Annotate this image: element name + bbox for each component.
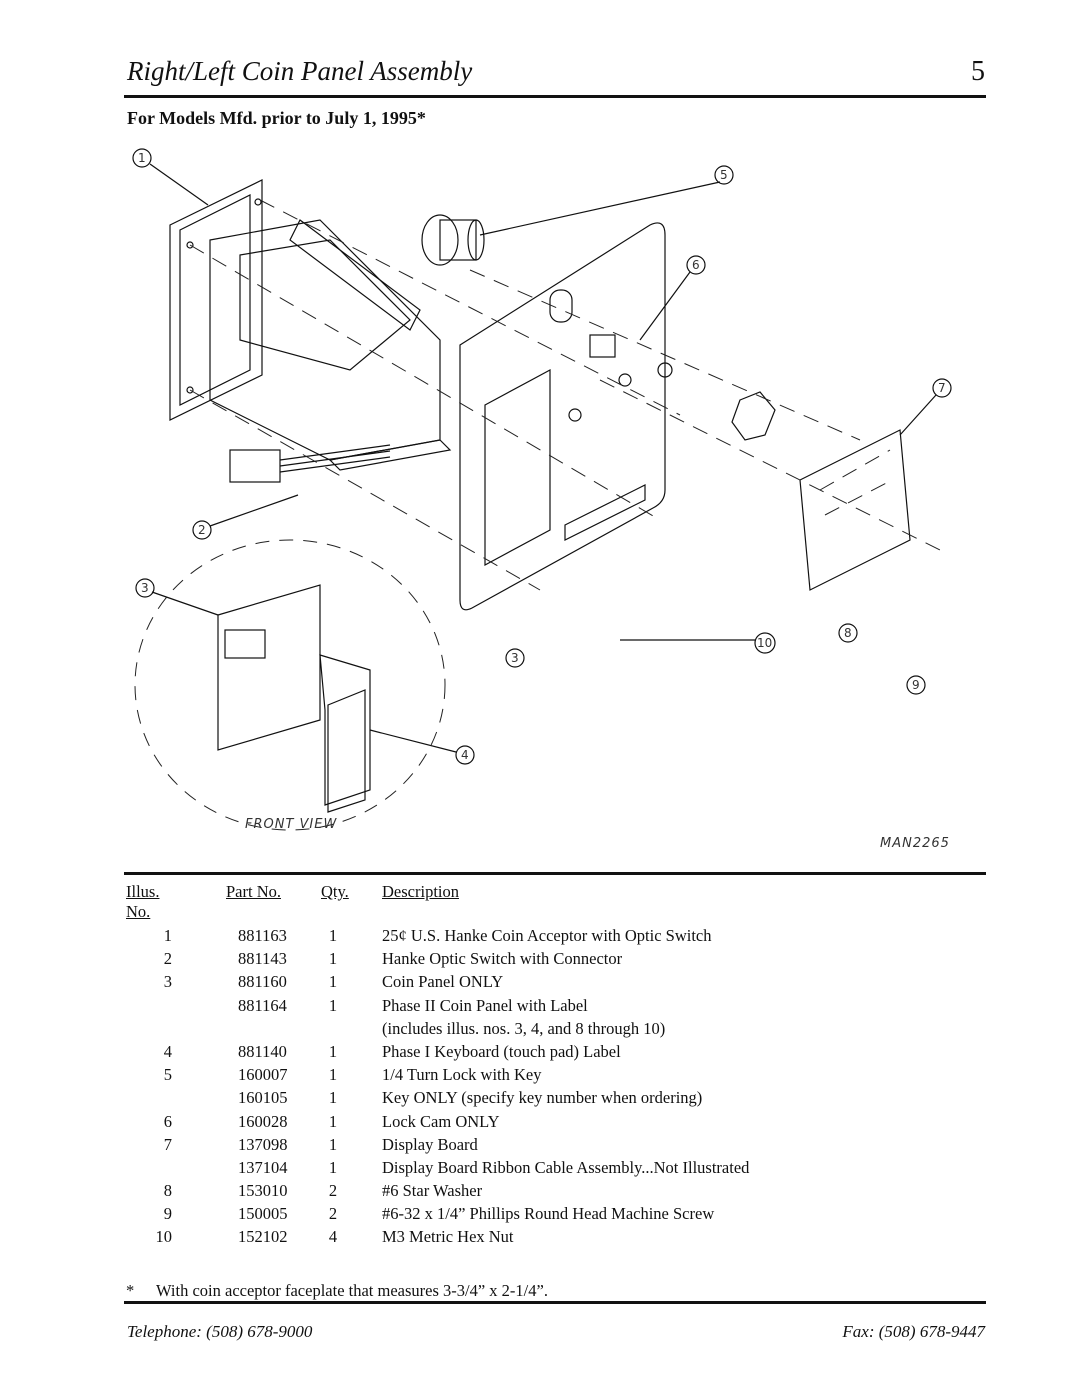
footnote-text: With coin acceptor faceplate that measures 3-3/4” x 2-1/4”. [156,1281,548,1300]
illus-no-cell: 4 [163,1041,172,1061]
description-cell: Display Board [382,1134,478,1154]
footer-fax: Fax: (508) 678-9447 [842,1322,985,1341]
illus-no-cell: 8 [163,1181,172,1201]
qty-cell: 4 [328,1227,338,1247]
part-no-cell: 152102 [238,1227,288,1247]
qty-cell: 1 [328,926,338,945]
illus-no-cell: 3 [163,972,172,992]
callout-9: 9 [912,678,920,692]
part-no-cell: 160105 [238,1088,288,1108]
header-description: Description [382,882,459,901]
illus-no-cell: 5 [163,1065,172,1085]
illus-no-cell: 6 [163,1111,172,1131]
qty-cell: 2 [328,1181,338,1201]
part-no-cell: 160028 [238,1111,288,1131]
description-cell: Hanke Optic Switch with Connector [382,949,623,969]
description-cell: M3 Metric Hex Nut [382,1227,514,1247]
table-row [126,1042,986,1065]
table-row [126,1227,986,1250]
callout-3a: 3 [141,581,149,595]
header-rule [124,95,986,98]
table-row [126,1181,986,1204]
part-no-cell: 881163 [238,926,287,945]
description-cell: Lock Cam ONLY [382,1111,500,1131]
header-part-no: Part No. [226,882,281,901]
table-row [126,996,986,1019]
illus-no-cell: 2 [163,949,172,969]
qty-cell: 2 [328,1204,338,1224]
qty-cell: 1 [328,1134,338,1154]
parts-table [126,880,986,1251]
callout-10: 10 [757,636,773,650]
description-cell: 1/4 Turn Lock with Key [382,1065,542,1085]
part-no-cell: 881160 [238,972,287,992]
callout-1: 1 [138,151,146,165]
qty-cell: 1 [328,1065,338,1085]
callout-8: 8 [844,626,852,640]
illus-no-cell: 1 [163,926,172,945]
description-cell: Phase II Coin Panel with Label [382,995,588,1015]
part-no-cell: 881140 [238,1041,287,1061]
qty-cell: 1 [328,972,338,992]
page-number: 5 [971,56,985,87]
part-no-cell: 137098 [238,1134,288,1154]
drawing-number: MAN2265 [880,836,950,851]
callout-7: 7 [938,381,946,395]
table-top-rule [124,872,986,875]
qty-cell: 1 [328,1157,338,1177]
footer-rule [124,1301,986,1304]
description-cell: Display Board Ribbon Cable Assembly...Not Illustrated [382,1157,750,1177]
table-row [126,926,986,949]
footnote-marker: * [126,1281,135,1300]
part-no-cell: 150005 [238,1204,288,1224]
page-title: Right/Left Coin Panel Assembly [127,56,473,86]
callout-3b: 3 [511,651,519,665]
part-no-cell: 881164 [238,995,287,1015]
description-cell: #6-32 x 1/4” Phillips Round Head Machine Screw [382,1204,715,1224]
qty-cell: 1 [328,1041,338,1061]
qty-cell: 1 [328,949,338,969]
qty-cell: 1 [328,1088,338,1108]
callout-4: 4 [461,748,469,762]
table-row [126,1204,986,1227]
illus-no-cell: 9 [163,1204,172,1224]
header-qty: Qty. [321,882,349,901]
callout-markers [133,149,951,764]
illus-no-cell: 10 [155,1227,172,1247]
coin-panel-drawing [460,223,672,610]
front-view-label: FRONT VIEW [245,817,338,832]
table-row [126,972,986,995]
page-subtitle: For Models Mfd. prior to July 1, 1995* [127,108,426,128]
callout-6: 6 [692,258,700,272]
footer-telephone: Telephone: (508) 678-9000 [127,1322,313,1341]
table-row [126,1158,986,1181]
qty-cell: 1 [328,1111,338,1131]
front-view-drawing [135,540,445,830]
part-no-cell: 153010 [238,1181,288,1201]
display-board-drawing [800,430,910,590]
description-cell: Phase I Keyboard (touch pad) Label [382,1041,621,1061]
table-row [126,949,986,972]
part-no-cell: 160007 [238,1065,288,1085]
description-cell: (includes illus. nos. 3, 4, and 8 through 10) [382,1018,666,1038]
callout-2: 2 [198,523,206,537]
illus-no-cell: 7 [163,1134,172,1154]
part-no-cell: 881143 [238,949,287,969]
part-no-cell: 137104 [238,1157,288,1177]
footnote [126,1281,548,1301]
qty-cell: 1 [328,995,338,1015]
header-illus-no: Illus. No. [126,882,160,921]
table-row [126,1112,986,1135]
callout-5: 5 [720,168,728,182]
table-row [126,1135,986,1158]
description-cell: Key ONLY (specify key number when ordering) [382,1088,703,1108]
description-cell: #6 Star Washer [382,1181,483,1201]
table-row [126,1019,986,1042]
description-cell: Coin Panel ONLY [382,972,504,992]
exploded-parts-diagram [120,140,990,860]
table-row [126,1065,986,1088]
turn-lock-drawing [422,215,775,440]
description-cell: 25¢ U.S. Hanke Coin Acceptor with Optic Switch [382,926,712,945]
table-row [126,1088,986,1111]
parts-table-header [126,882,986,921]
